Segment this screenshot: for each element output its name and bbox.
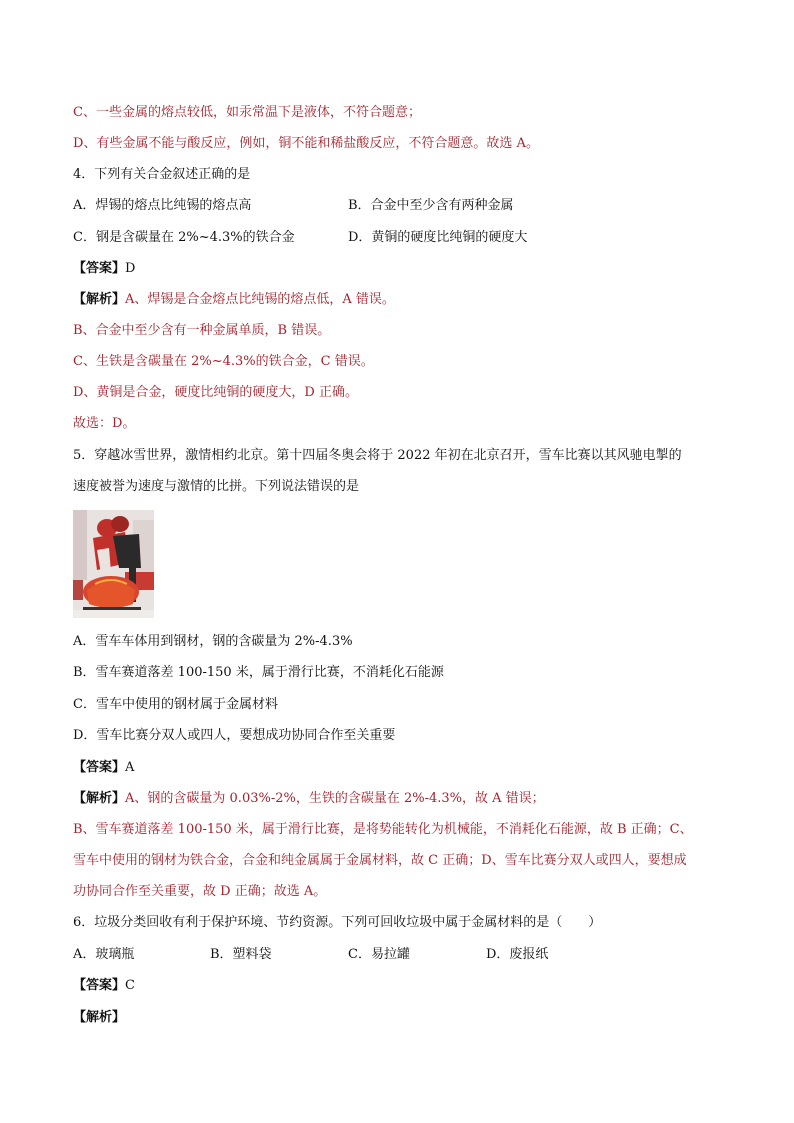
q4-option-b: B．合金中至少含有两种金属	[348, 198, 514, 213]
q6-answer-line	[73, 976, 135, 996]
q5-answer-label: 【答案】	[73, 760, 126, 775]
q6-option-c: C．易拉罐	[348, 947, 410, 962]
q6-analysis-line	[73, 1008, 125, 1028]
q4-analysis-text-1: A、焊锡是合金熔点比纯锡的熔点低，A 错误。	[125, 292, 395, 307]
q6-answer-label: 【答案】	[73, 978, 126, 993]
bobsled-photo-icon	[73, 510, 154, 618]
q6-option-b: B．塑料袋	[210, 947, 272, 962]
q3-analysis-d: D、有些金属不能与酸反应，例如，铜不能和稀盐酸反应，不符合题意。故选 A。	[73, 136, 539, 151]
q5-analysis-line-1	[73, 789, 545, 809]
q6-stem: 6．垃圾分类回收有利于保护环境、节约资源。下列可回收垃圾中属于金属材料的是（ ）	[73, 915, 602, 930]
q5-option-c: C．雪车中使用的钢材属于金属材料	[73, 697, 278, 712]
q5-option-d: D．雪车比赛分双人或四人，要想成功协同合作至关重要	[73, 728, 396, 743]
q5-stem-1: 5．穿越冰雪世界，激情相约北京。第十四届冬奥会将于 2022 年初在北京召开，雪车比赛以其风驰电掣的	[73, 448, 682, 463]
q6-answer-value: C	[125, 978, 135, 993]
q5-option-a: A．雪车车体用到钢材，钢的含碳量为 2%-4.3%	[73, 634, 353, 649]
q4-answer-label: 【答案】	[73, 261, 126, 276]
q5-answer-value: A	[125, 760, 135, 775]
q4-analysis-line-1	[73, 290, 395, 310]
q6-option-d: D．废报纸	[486, 947, 549, 962]
q6-option-a: A．玻璃瓶	[73, 947, 135, 962]
q4-option-c: C．钢是含碳量在 2%~4.3%的铁合金	[73, 230, 295, 245]
q5-stem-2: 速度被誉为速度与激情的比拼。下列说法错误的是	[73, 479, 360, 494]
bobsled-photo	[73, 510, 154, 618]
q4-analysis-line-4: D、黄铜是合金，硬度比纯铜的硬度大，D 正确。	[73, 385, 358, 400]
q4-analysis-line-2: B、合金中至少含有一种金属单质，B 错误。	[73, 323, 331, 338]
q5-analysis-line-4: 功协同合作至关重要，故 D 正确；故选 A。	[73, 884, 327, 899]
q5-analysis-line-3: 雪车中使用的钢材为铁合金，合金和纯金属属于金属材料，故 C 正确；D、雪车比赛分双人或四人，要想成	[73, 853, 687, 868]
q5-answer-line	[73, 758, 134, 778]
q4-analysis-line-5: 故选：D。	[73, 416, 136, 431]
q4-answer-value: D	[125, 261, 136, 276]
q5-analysis-label: 【解析】	[73, 791, 126, 806]
q5-option-b: B．雪车赛道落差 100-150 米，属于滑行比赛，不消耗化石能源	[73, 665, 444, 680]
q4-analysis-line-3: C、生铁是含碳量在 2%~4.3%的铁合金，C 错误。	[73, 354, 374, 369]
q6-analysis-label: 【解析】	[73, 1010, 126, 1025]
q5-analysis-text-1: A、钢的含碳量为 0.03%-2%，生铁的含碳量在 2%-4.3%，故 A 错误；	[125, 791, 545, 806]
q5-analysis-line-2: B、雪车赛道落差 100-150 米，属于滑行比赛，是将势能转化为机械能，不消耗化石能源，故 B 正确；C、	[73, 822, 693, 837]
q3-analysis-c: C、一些金属的熔点较低，如汞常温下是液体，不符合题意；	[73, 105, 421, 120]
q4-stem: 4．下列有关合金叙述正确的是	[73, 167, 251, 182]
q4-answer-line	[73, 259, 135, 279]
q4-analysis-label: 【解析】	[73, 292, 126, 307]
q4-option-d: D．黄铜的硬度比纯铜的硬度大	[348, 230, 528, 245]
q4-option-a: A．焊锡的熔点比纯锡的熔点高	[73, 198, 252, 213]
